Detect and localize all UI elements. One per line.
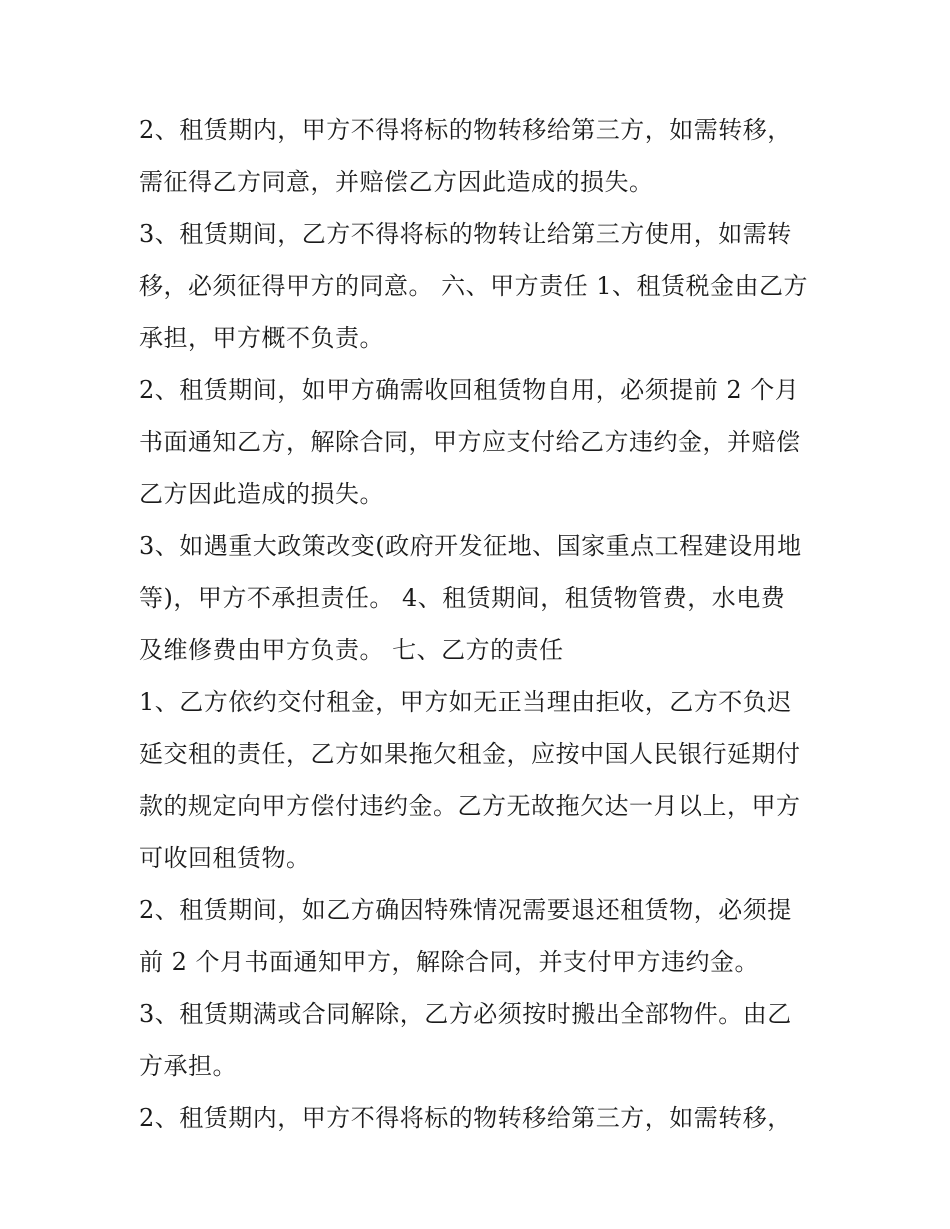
- text-line: 需征得乙方同意，并赔偿乙方因此造成的损失。: [139, 168, 654, 196]
- text-line: 3、租赁期满或合同解除，乙方必须按时搬出全部物件。由乙: [139, 1000, 792, 1028]
- text-line: 乙方因此造成的损失。: [139, 480, 384, 508]
- document-body: [139, 104, 819, 1144]
- text-line: 等)，甲方不承担责任。 4、租赁期间，租赁物管费，水电费: [139, 584, 786, 612]
- text-line: 前 2 个月书面通知甲方，解除合同，并支付甲方违约金。: [139, 948, 760, 976]
- text-line: 方承担。: [139, 1052, 237, 1080]
- text-line: 承担，甲方概不负责。: [139, 324, 384, 352]
- text-line: 1、乙方依约交付租金，甲方如无正当理由拒收，乙方不负迟: [139, 688, 792, 716]
- text-line: 3、租赁期间，乙方不得将标的物转让给第三方使用，如需转: [139, 220, 792, 248]
- text-line: 2、租赁期内，甲方不得将标的物转移给第三方，如需转移，: [139, 116, 792, 144]
- text-line: 2、租赁期间，如乙方确因特殊情况需要退还租赁物，必须提: [139, 896, 792, 924]
- text-line: 2、租赁期内，甲方不得将标的物转移给第三方，如需转移，: [139, 1104, 792, 1132]
- text-line: 书面通知乙方，解除合同，甲方应支付给乙方违约金，并赔偿: [139, 428, 801, 456]
- text-line: 及维修费由甲方负责。 七、乙方的责任: [139, 636, 564, 664]
- text-line: 款的规定向甲方偿付违约金。乙方无故拖欠达一月以上，甲方: [139, 792, 801, 820]
- text-line: 2、租赁期间，如甲方确需收回租赁物自用，必须提前 2 个月: [139, 376, 800, 404]
- text-line: 移，必须征得甲方的同意。 六、甲方责任 1、租赁税金由乙方: [139, 272, 809, 300]
- text-line: 可收回租赁物。: [139, 844, 311, 872]
- text-line: 3、如遇重大政策改变(政府开发征地、国家重点工程建设用地: [139, 532, 802, 560]
- text-line: 延交租的责任，乙方如果拖欠租金，应按中国人民银行延期付: [139, 740, 801, 768]
